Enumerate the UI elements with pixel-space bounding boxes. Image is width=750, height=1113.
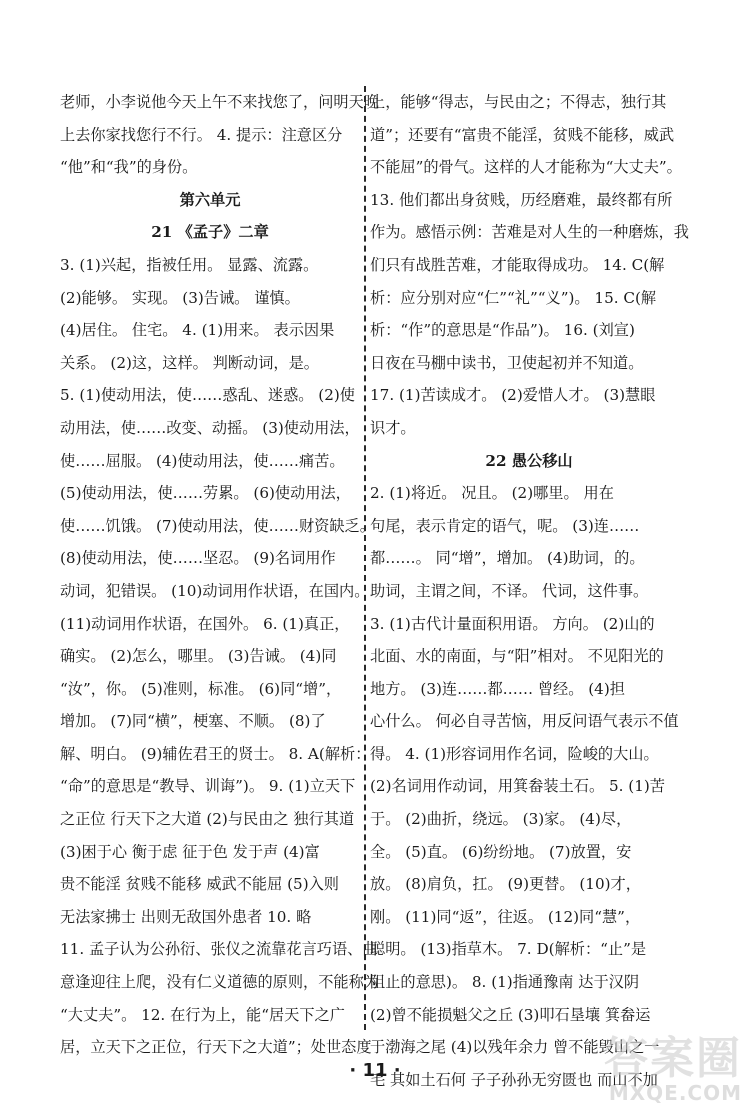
text-line: (2)能够。 实现。 (3)告诫。 谨慎。 [60, 288, 300, 307]
text-line: 于渤海之尾 (4)以残年余力 曾不能毁山之一 [370, 1038, 660, 1057]
text-line: 助词，主谓之间，不译。 代词，这件事。 [370, 581, 649, 600]
text-line: 析：“作”的意思是“作品”)。 16. (刘宣) [370, 321, 635, 340]
text-line: 北面、水的南面，与“阳”相对。 不见阳光的 [370, 647, 664, 666]
text-line: 确实。 (2)怎么，哪里。 (3)告诫。 (4)同 [60, 647, 337, 666]
text-line: 11. 孟子认为公孙衍、张仪之流靠花言巧语、曲 [60, 940, 378, 959]
text-line: 毛 其如土石何 子子孙孙无穷匮也 而山不加 [370, 1070, 658, 1089]
text-line: (2)名词用作动词，用箕畚装土石。 5. (1)苦 [370, 777, 665, 796]
watermark [604, 1033, 742, 1105]
text-line: 5. (1)使动用法，使……惑乱、迷惑。 (2)使 [60, 386, 355, 405]
text-line: (8)使动用法，使……坚忍。 (9)名词用作 [60, 549, 336, 568]
text-line: 道”；还要有“富贵不能淫，贫贱不能移，威武 [370, 125, 675, 144]
unit-heading: 第六单元 [179, 190, 241, 209]
text-line: 无法家拂士 出则无敌国外患者 10. 略 [60, 907, 312, 926]
text-line: 聪明。 (13)指草木。 7. D(解析：“止”是 [370, 940, 647, 959]
text-line: 老师，小李说他今天上午不来找您了，问明天晚 [60, 93, 379, 111]
text-line: 地方。 (3)连……都…… 曾经。 (4)担 [370, 679, 625, 698]
text-line: (11)动词用作状语，在国外。 6. (1)真正， [60, 614, 350, 633]
text-line: 心什么。 何必自寻苦恼，用反问语气表示不值 [370, 712, 679, 731]
watermark-logo: 答案圈 [604, 1033, 742, 1084]
text-line: 于。 (2)曲折，绕远。 (3)家。 (4)尽， [370, 810, 632, 829]
text-line: 都……。 同“增”，增加。 (4)助词，的。 [370, 549, 645, 568]
text-line: 上去你家找您行不行。 4. 提示：注意区分 [60, 125, 343, 144]
text-line: (2)曾不能损魁父之丘 (3)叩石垦壤 箕畚运 [370, 1005, 651, 1024]
text-line: 13. 他们都出身贫贱，历经磨难，最终都有所 [370, 190, 673, 209]
column-divider [364, 86, 366, 1030]
text-line: 刚。 (11)同“返”，往返。 (12)同“慧”， [370, 907, 641, 926]
text-line: 全。 (5)直。 (6)纷纷地。 (7)放置，安 [370, 842, 632, 861]
text-line: 不能屈”的骨气。这样的人才能称为“大丈夫”。 [370, 158, 682, 177]
right-column [370, 86, 688, 1096]
text-line: 作为。感悟示例：苦难是对人生的一种磨炼，我 [370, 223, 689, 242]
text-line: 意逢迎往上爬，没有仁义道德的原则，不能称为 [60, 973, 379, 992]
text-line: 贵不能淫 贫贱不能移 威武不能屈 (5)入则 [60, 875, 339, 894]
text-line: 析：应分别对应“仁”“礼”“义”)。 15. C(解 [370, 288, 657, 307]
text-line: 放。 (8)肩负，扛。 (9)更替。 (10)才， [370, 875, 641, 894]
lesson-heading: 21 《孟子》二章 [151, 223, 269, 242]
text-line: 阻止的意思)。 8. (1)指通豫南 达于汉阴 [370, 973, 640, 992]
watermark-url: MXQE.COM [608, 1081, 742, 1105]
text-line: 17. (1)苦读成才。 (2)爱惜人才。 (3)慧眼 [370, 386, 656, 405]
text-line: 解、明白。 (9)辅佐君王的贤士。 8. A(解析： [60, 744, 371, 763]
text-line: (5)使动用法，使……劳累。 (6)使动用法， [60, 484, 351, 503]
text-line: 日夜在马棚中读书，卫使起初并不知道。 [370, 353, 644, 372]
text-line: 使……屈服。 (4)使动用法，使……痛苦。 [60, 451, 345, 470]
text-line: 2. (1)将近。 况且。 (2)哪里。 用在 [370, 484, 614, 503]
text-line: 得。 4. (1)形容词用作名词，险峻的大山。 [370, 744, 659, 763]
text-line: “汝”，你。 (5)准则，标准。 (6)同“增”， [60, 679, 342, 698]
text-line: “大丈夫”。 12. 在行为上，能“居天下之广 [60, 1005, 345, 1024]
text-line: (4)居住。 住宅。 4. (1)用来。 表示因果 [60, 321, 335, 340]
text-line: 动词，犯错误。 (10)动词用作状语，在国内。 [60, 581, 370, 600]
text-line: (3)困于心 衡于虑 征于色 发于声 (4)富 [60, 842, 320, 861]
text-line: 句尾，表示肯定的语气，呢。 (3)连…… [370, 516, 640, 535]
text-line: 3. (1)古代计量面积用语。 方向。 (2)山的 [370, 614, 655, 633]
text-line: 关系。 (2)这，这样。 判断动词，是。 [60, 353, 319, 372]
text-line: 们只有战胜苦难，才能取得成功。 14. C(解 [370, 255, 665, 274]
text-line: 3. (1)兴起，指被任用。 显露、流露。 [60, 255, 319, 274]
text-line: 上，能够“得志，与民由之；不得志，独行其 [370, 93, 667, 111]
text-line: “他”和“我”的身份。 [60, 158, 198, 177]
text-line: 增加。 (7)同“横”，梗塞、不顺。 (8)了 [60, 712, 326, 731]
text-line: 居，立天下之正位，行天下之大道”；处世态度 [60, 1038, 372, 1057]
text-line: “命”的意思是“教导、训诲”)。 9. (1)立天下 [60, 777, 356, 796]
left-column [60, 86, 379, 1064]
text-line: 之正位 行天下之大道 (2)与民由之 独行其道 [60, 810, 355, 829]
lesson-heading: 22 愚公移山 [485, 451, 573, 470]
text-line: 动用法，使……改变、动摇。 (3)使动用法， [60, 418, 360, 437]
page-number: · 11 · [349, 1060, 401, 1081]
text-line: 使……饥饿。 (7)使动用法，使……财资缺乏。 [60, 516, 375, 535]
text-line: 识才。 [370, 418, 416, 437]
